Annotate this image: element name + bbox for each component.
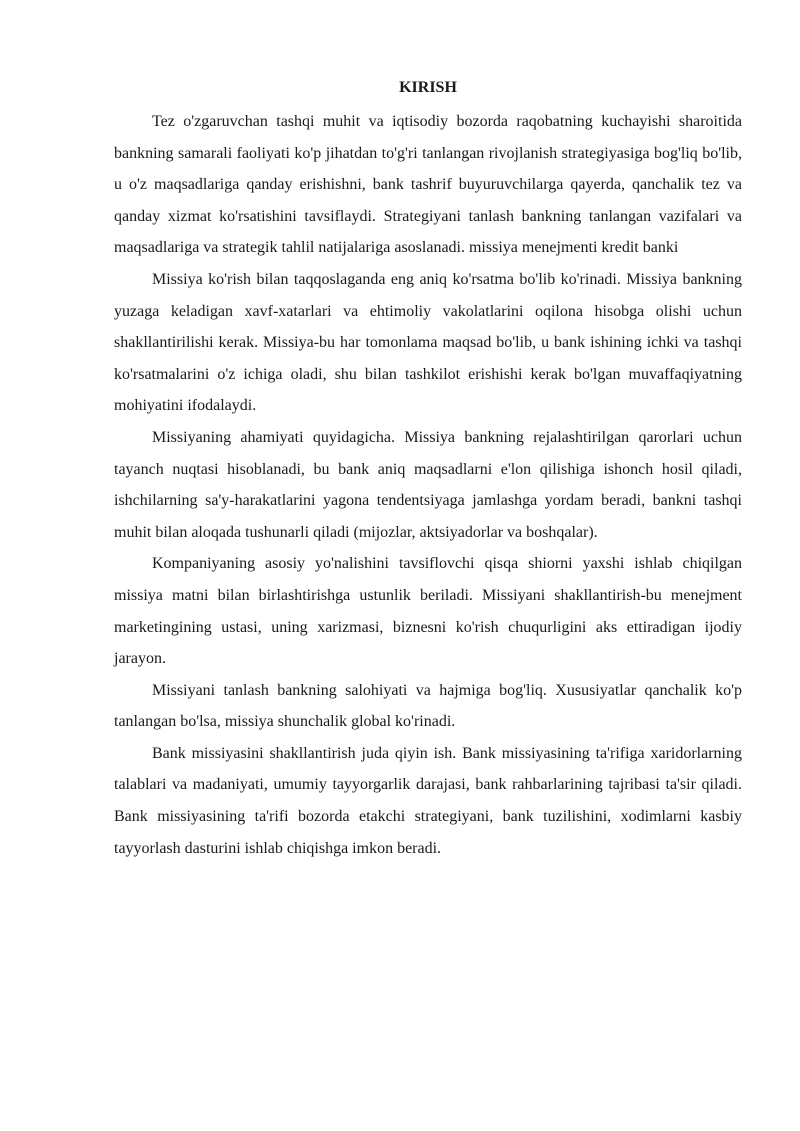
document-page xyxy=(114,74,742,864)
paragraph-3: Missiyaning ahamiyati quyidagicha. Missiya bankning rejalashtirilgan qarorlari uchun tayanch nuqtasi hisoblanadi, bu bank aniq maqsadlarni e'lon qilishiga ishonch hosil qiladi, ishchilarning sa'y-harakatlarini yagona tendentsiyaga jamlashga yordam beradi, bankni tashqi muhit bilan aloqada tushunarli qiladi (mijozlar, aktsiyadorlar va boshqalar). xyxy=(114,428,742,541)
paragraph-2: Missiya ko'rish bilan taqqoslaganda eng aniq ko'rsatma bo'lib ko'rinadi. Missiya bankning yuzaga keladigan xavf-xatarlari va ehtimoliy vakolatlarini oqilona hisobga olishi uchun shakllantirilishi kerak. Missiya-bu har tomonlama maqsad bo'lib, u bank ishining ichki va tashqi ko'rsatmalarini o'z ichiga oladi, shu bilan tashkilot erishishi kerak bo'lgan muvaffaqiyatning mohiyatini ifodalaydi. xyxy=(114,270,742,415)
paragraph-5: Missiyani tanlash bankning salohiyati va hajmiga bog'liq. Xususiyatlar qanchalik ko'p tanlangan bo'lsa, missiya shunchalik global ko'rinadi. xyxy=(114,681,742,731)
paragraph-1: Tez o'zgaruvchan tashqi muhit va iqtisodiy bozorda raqobatning kuchayishi sharoitida bankning samarali faoliyati ko'p jihatdan to'g'ri tanlangan rivojlanish strategiyasiga bog'liq bo'lib, u o'z maqsadlariga qanday erishishni, bank tashrif buyuruvchilarga qayerda, qanchalik tez va qanday xizmat ko'rsatishini tavsiflaydi. Strategiyani tanlash bankning tanlangan vazifalari va maqsadlariga va strategik tahlil natijalariga asoslanadi. missiya menejmenti kredit banki xyxy=(114,113,742,257)
paragraph-6: Bank missiyasini shakllantirish juda qiyin ish. Bank missiyasining ta'rifiga xaridorlarning talablari va madaniyati, umumiy tayyorgarlik darajasi, bank rahbarlarining tajribasi ta'sir qiladi. Bank missiyasining ta'rifi bozorda etakchi strategiyani, bank tuzilishini, xodimlarni kasbiy tayyorlash dasturini ishlab chiqishga imkon beradi. xyxy=(114,744,742,857)
paragraph-4: Kompaniyaning asosiy yo'nalishini tavsiflovchi qisqa shiorni yaxshi ishlab chiqilgan missiya matni bilan birlashtirishga ustunlik beriladi. Missiyani shakllantirish-bu menejment marketingining ustasi, uning xarizmasi, biznesni ko'rish chuqurligini aks ettiradigan ijodiy jarayon. xyxy=(114,555,742,668)
page-title: KIRISH xyxy=(399,79,457,96)
